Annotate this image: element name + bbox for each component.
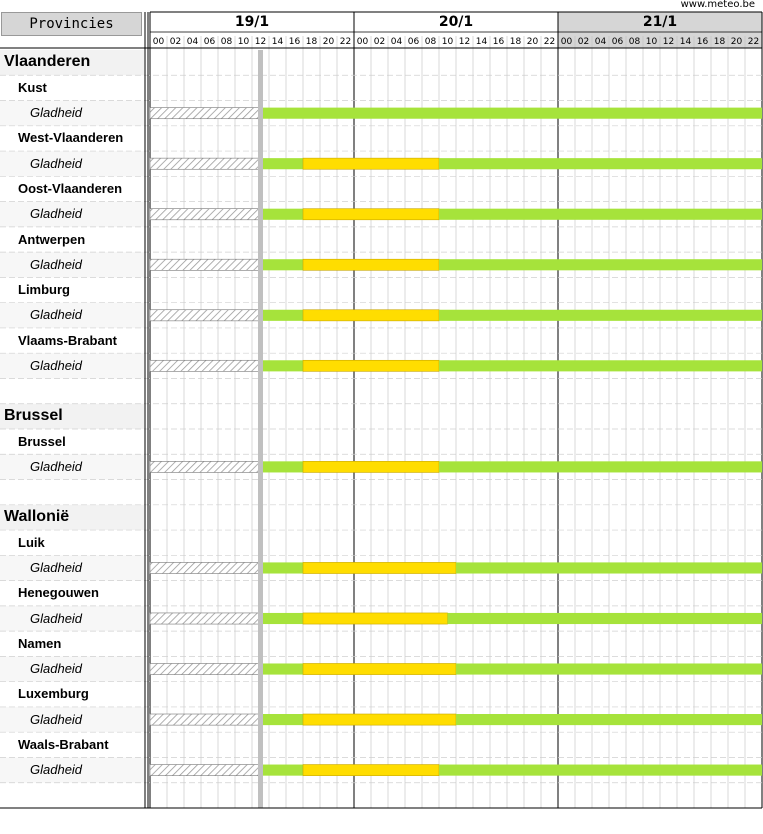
segment-yellow[interactable] [303, 613, 448, 624]
segment-green[interactable] [261, 158, 304, 169]
region-label: Vlaanderen [4, 53, 91, 71]
segment-yellow[interactable] [303, 714, 456, 725]
hour-tick-label: 14 [475, 37, 488, 47]
province-label: Oost-Vlaanderen [18, 180, 123, 196]
segment-green[interactable] [439, 461, 762, 472]
segment-past[interactable] [150, 562, 261, 573]
hour-tick-label: 06 [407, 37, 420, 47]
segment-yellow[interactable] [303, 765, 439, 776]
province-label: Luik [18, 534, 45, 550]
segment-green[interactable] [448, 613, 763, 624]
hour-tick-label: 02 [169, 37, 182, 47]
province-label: Henegouwen [18, 585, 99, 601]
now-line [258, 50, 263, 808]
hour-tick-label: 18 [713, 37, 726, 47]
segment-green[interactable] [261, 108, 763, 119]
hour-tick-label: 10 [645, 37, 658, 47]
segment-green[interactable] [261, 310, 304, 321]
province-label: Luxemburg [18, 686, 89, 702]
segment-past[interactable] [150, 259, 261, 270]
hour-tick-label: 02 [373, 37, 386, 47]
segment-past[interactable] [150, 461, 261, 472]
segment-yellow[interactable] [303, 158, 439, 169]
param-label: Gladheid [30, 256, 83, 272]
param-label: Gladheid [30, 610, 83, 626]
hour-tick-label: 16 [288, 37, 301, 47]
hour-tick-label: 02 [577, 37, 590, 47]
hour-tick-label: 16 [492, 37, 505, 47]
hour-tick-label: 22 [339, 37, 352, 47]
hour-tick-label: 20 [322, 37, 335, 47]
credit-label[interactable]: www.meteo.be [680, 0, 755, 10]
region-label: Brussel [4, 406, 63, 424]
segment-yellow[interactable] [303, 562, 456, 573]
param-label: Gladheid [30, 661, 83, 677]
segment-past[interactable] [150, 360, 261, 371]
segment-past[interactable] [150, 613, 261, 624]
segment-past[interactable] [150, 765, 261, 776]
param-label: Gladheid [30, 307, 83, 323]
segment-green[interactable] [261, 562, 304, 573]
segment-yellow[interactable] [303, 461, 439, 472]
segment-green[interactable] [439, 209, 762, 220]
segment-yellow[interactable] [303, 310, 439, 321]
hour-tick-label: 12 [458, 37, 471, 47]
province-label: Vlaams-Brabant [18, 332, 117, 348]
segment-green[interactable] [261, 663, 304, 674]
segment-green[interactable] [439, 310, 762, 321]
hour-tick-label: 18 [305, 37, 318, 47]
segment-past[interactable] [150, 209, 261, 220]
segment-yellow[interactable] [303, 663, 456, 674]
region-label: Wallonië [4, 507, 70, 525]
hour-tick-label: 14 [271, 37, 284, 47]
column-title: Provincies [1, 12, 142, 36]
segment-green[interactable] [456, 562, 762, 573]
segment-past[interactable] [150, 158, 261, 169]
segment-green[interactable] [439, 360, 762, 371]
province-label: West-Vlaanderen [18, 130, 124, 146]
segment-past[interactable] [150, 310, 261, 321]
param-label: Gladheid [30, 458, 83, 474]
segment-green[interactable] [261, 765, 304, 776]
segment-green[interactable] [439, 158, 762, 169]
province-label: Limburg [18, 282, 70, 298]
segment-green[interactable] [261, 360, 304, 371]
province-label: Antwerpen [18, 231, 86, 247]
province-label: Brussel [18, 433, 66, 449]
param-label: Gladheid [30, 206, 83, 222]
hour-tick-label: 20 [526, 37, 539, 47]
segment-past[interactable] [150, 108, 261, 119]
segment-green[interactable] [456, 663, 762, 674]
hour-tick-label: 04 [594, 37, 607, 47]
segment-green[interactable] [439, 765, 762, 776]
segment-green[interactable] [439, 259, 762, 270]
province-label: Namen [18, 635, 62, 651]
hour-tick-label: 06 [203, 37, 216, 47]
param-label: Gladheid [30, 559, 83, 575]
hour-tick-label: 08 [628, 37, 641, 47]
param-label: Gladheid [30, 357, 83, 373]
param-label: Gladheid [30, 762, 83, 778]
hour-tick-label: 08 [424, 37, 437, 47]
hour-tick-label: 10 [237, 37, 250, 47]
param-label: Gladheid [30, 105, 83, 121]
segment-green[interactable] [261, 259, 304, 270]
province-label: Waals-Brabant [18, 736, 109, 752]
segment-yellow[interactable] [303, 360, 439, 371]
hour-tick-label: 16 [696, 37, 709, 47]
hour-tick-label: 12 [254, 37, 267, 47]
segment-past[interactable] [150, 663, 261, 674]
hour-tick-label: 06 [611, 37, 624, 47]
hour-tick-label: 00 [152, 37, 165, 47]
param-label: Gladheid [30, 711, 83, 727]
segment-green[interactable] [261, 613, 304, 624]
segment-yellow[interactable] [303, 259, 439, 270]
hour-tick-label: 00 [356, 37, 369, 47]
segment-green[interactable] [261, 209, 304, 220]
hour-tick-label: 04 [390, 37, 403, 47]
hour-tick-label: 08 [220, 37, 233, 47]
segment-yellow[interactable] [303, 209, 439, 220]
hour-tick-label: 00 [560, 37, 573, 47]
segment-green[interactable] [261, 461, 304, 472]
segment-green[interactable] [261, 714, 304, 725]
segment-green[interactable] [456, 714, 762, 725]
hour-tick-label: 22 [543, 37, 556, 47]
hour-tick-label: 20 [730, 37, 743, 47]
hour-tick-label: 04 [186, 37, 199, 47]
segment-past[interactable] [150, 714, 261, 725]
day-label: 19/1 [234, 14, 270, 30]
param-label: Gladheid [30, 155, 83, 171]
day-label: 20/1 [438, 14, 474, 30]
hour-tick-label: 14 [679, 37, 692, 47]
hour-tick-label: 10 [441, 37, 454, 47]
hour-tick-label: 18 [509, 37, 522, 47]
hour-tick-label: 12 [662, 37, 675, 47]
hour-tick-label: 22 [747, 37, 760, 47]
day-label: 21/1 [642, 14, 678, 30]
province-label: Kust [18, 79, 47, 95]
